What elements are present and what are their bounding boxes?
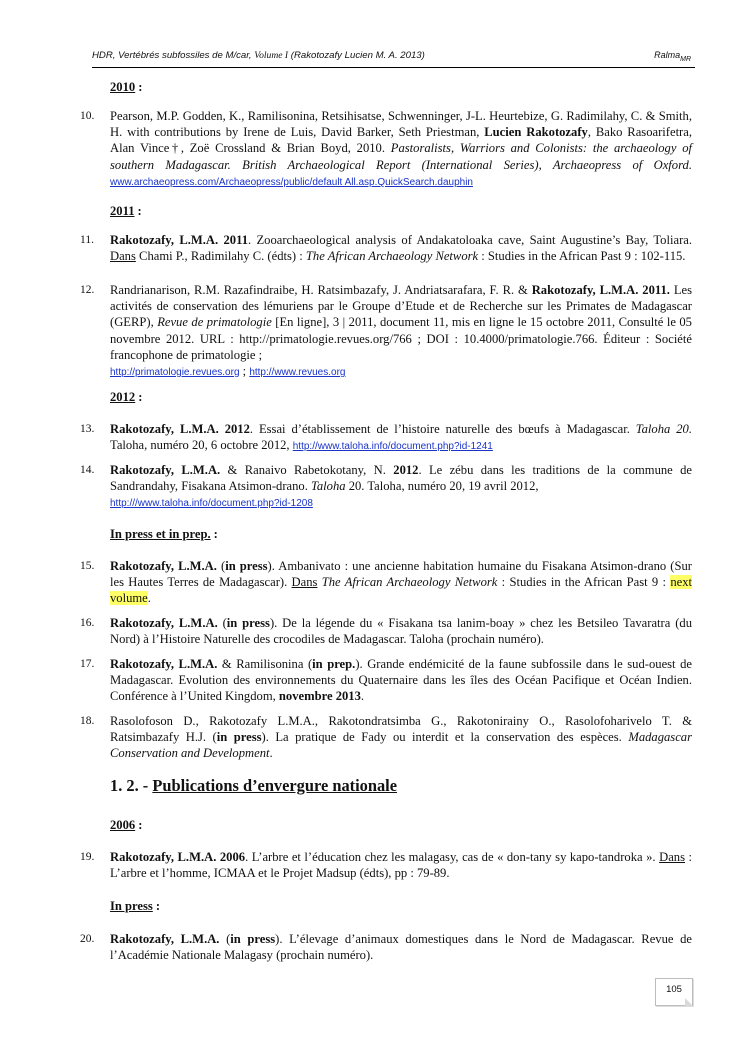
- entry-text: : Studies in the African Past 9 : 102-115.: [478, 249, 686, 264]
- entry-text: . L’arbre et l’éducation chez les malagasy, cas de « don-tany sy kapo-tandroka ».: [245, 850, 660, 864]
- page-header: [92, 47, 695, 68]
- entry-text: . Zooarchaeological analysis of Andakatoloaka cave, Saint Augustine’s Bay, Toliara.: [248, 233, 692, 247]
- entry-author-bold: Rakotozafy, L.M.A.: [110, 559, 217, 573]
- entry-author-bold: Rakotozafy, L.M.A. 2006: [110, 850, 246, 864]
- year-colon: :: [137, 204, 142, 218]
- reference-entry-20: [80, 931, 692, 963]
- entry-status-bold: in press: [216, 730, 262, 745]
- entry-number: 17.: [80, 658, 95, 670]
- year-label: 2006: [110, 818, 136, 832]
- entry-text: , Bako Rasoarifetra, Alan Vince†, Zoë Crossland & Brian Boyd, 2010.: [110, 125, 692, 156]
- entry-text: Taloha, numéro 20, 6 octobre 2012,: [110, 438, 293, 453]
- year-label: In press: [110, 899, 153, 913]
- entry-status-bold: in press: [230, 932, 276, 946]
- year-label: 2012: [110, 390, 136, 404]
- entry-title-italic: The African Archaeology Network: [321, 575, 498, 590]
- entry-text: ). Grande endémicité de la faune subfossile dans le sud-ouest de Madagascar. Evolution des environnements du Quaternaire dans les îles des Océan Pacifique et Océan Indien. Conférence à l’United Kingdom,: [110, 657, 692, 704]
- entry-text: ). De la légende du « Fisakana tsa lanim-boay » chez les Betsileo Tavaratra (du Nord) à l’Histoire Naturelle des crocodiles de Madagascar. Taloha (prochain numéro).: [110, 616, 692, 647]
- entry-status-bold: in press: [226, 616, 270, 630]
- entry-title-italic: Taloha 20.: [635, 422, 692, 436]
- reference-entry-12: [80, 282, 693, 381]
- section-number: 1. 2. -: [110, 776, 153, 795]
- entry-number: 13.: [80, 423, 95, 435]
- entry-date-bold: novembre 2013: [278, 689, 361, 704]
- entry-status-bold: in prep.: [312, 657, 356, 671]
- entry-link[interactable]: http://primatologie.revues.org: [110, 367, 240, 379]
- entry-text: Les activités de conservation des lémuriens par le Groupe d’Etude et de Recherche sur les Primates de Madagascar (GERP),: [110, 283, 693, 330]
- entry-link[interactable]: www.archaeopress.com/Archaeopress/public/default All.asp.QuickSearch.dauphin: [110, 176, 473, 188]
- entry-text: : Studies in the African Past 9 :: [497, 575, 671, 590]
- entry-year-bold: 2012: [393, 463, 419, 477]
- year-heading-2012: [110, 390, 142, 405]
- reference-entry-16: [80, 615, 692, 647]
- entry-text: Pearson, M.P. Godden, K., Ramilisonina, Retsihisatse, Schwenninger, J-L. Heurtebize, G. Radimilahy, C. & Smith, H. with contributions by Irene de Luis, David Barker, Seth Priestman,: [110, 109, 692, 140]
- highlighted-text: next volume: [110, 575, 692, 606]
- entry-number: 15.: [80, 560, 95, 572]
- entry-number: 12.: [80, 284, 95, 296]
- entry-author-bold: Rakotozafy, L.M.A.: [110, 932, 220, 946]
- entry-author-bold: Lucien Rakotozafy: [484, 125, 588, 140]
- header-left: [92, 50, 425, 61]
- entry-text: [En ligne], 3 | 2011, document 11, mis en ligne le 15 octobre 2011, Consulté le 05 novembre 2012. URL : http://primatologie.revues.org/766 ; DOI : 10.4000/primatologie.766. Éditeur : Société francophone de primatologie ;: [110, 315, 692, 362]
- entry-title-italic: Revue de primatologie: [157, 315, 272, 330]
- reference-entry-10: [80, 108, 692, 191]
- page-number: [655, 978, 693, 1006]
- entry-dans: Dans: [110, 249, 136, 264]
- year-heading-2010: [110, 80, 142, 95]
- header-right-label: Ralma: [654, 50, 681, 60]
- header-author: (Rakotozafy Lucien M. A. 2013): [290, 50, 425, 61]
- reference-entry-14: [80, 462, 692, 513]
- entry-text: . Essai d’établissement de l’histoire naturelle des bœufs à Madagascar.: [249, 422, 636, 436]
- entry-text: ). Ambanivato : une ancienne habitation humaine du Fisakana Atsimon-drano (Sur les Hautes Terres de Madagascar).: [110, 559, 692, 590]
- entry-number: 19.: [80, 851, 95, 863]
- entry-author-bold: Rakotozafy, L.M.A. 2011: [110, 233, 248, 247]
- entry-number: 10.: [80, 110, 95, 122]
- reference-entry-11: [80, 232, 692, 264]
- entry-dans: Dans: [291, 575, 318, 590]
- year-label: 2010: [110, 80, 136, 94]
- entry-text: .: [147, 591, 151, 606]
- entry-text: : L’arbre et l’homme, ICMAA et le Projet Madsup (édts), pp : 79-89.: [110, 850, 692, 881]
- year-heading-in-press-2: [110, 899, 160, 914]
- entry-text: Chami P., Radimilahy C. (édts) :: [135, 249, 306, 264]
- entry-title-italic: The African Archaeology Network: [305, 249, 479, 264]
- section-title: Publications d’envergure nationale: [152, 776, 397, 795]
- entry-text: (: [217, 616, 227, 630]
- entry-text: .: [269, 746, 273, 761]
- entry-text: (: [216, 559, 226, 573]
- entry-text: & Ramilisonina (: [217, 657, 313, 671]
- header-volume: Volume I: [254, 50, 289, 61]
- reference-entry-15: [80, 558, 692, 607]
- entry-author-bold: Rakotozafy, L.M.A. 2011.: [531, 283, 670, 297]
- entry-text: . Le zébu dans les traditions de la commune de Sandrandahy, Fisakana Atsimon-drano.: [110, 463, 692, 494]
- entry-separator: ;: [239, 364, 250, 379]
- year-label: In press et in prep.: [110, 527, 211, 541]
- entry-text: Randrianarison, R.M. Razafindraibe, H. Ratsimbazafy, J. Andriatsarafara, F. R. &: [110, 283, 532, 297]
- year-heading-in-press: [110, 527, 218, 542]
- year-colon: :: [155, 899, 161, 913]
- entry-author-bold: Rakotozafy, L.M.A. 2012: [110, 422, 250, 436]
- page-fold-icon: [685, 998, 693, 1006]
- year-colon: :: [138, 390, 143, 404]
- year-label: 2011: [110, 204, 135, 218]
- entry-number: 11.: [80, 234, 94, 246]
- entry-number: 20.: [80, 933, 95, 945]
- entry-text: Rasolofoson D., Rakotozafy L.M.A., Rakotondratsimba G., Rakotonirainy O., Rasolofoharivelo T. & Ratsimbazafy H.J. (: [110, 714, 692, 745]
- entry-text: .: [360, 689, 365, 704]
- entry-title-italic: Madagascar Conservation and Development: [110, 730, 692, 761]
- entry-title-italic: Taloha: [311, 479, 346, 494]
- entry-link[interactable]: http://www.revues.org: [249, 367, 346, 379]
- reference-entry-13: [80, 421, 692, 455]
- header-title: HDR, Vertébrés subfossiles de M/car,: [92, 50, 252, 61]
- entry-status-bold: in press: [225, 559, 268, 573]
- year-colon: :: [138, 80, 143, 94]
- header-right: [654, 50, 691, 63]
- reference-entry-19: [80, 849, 692, 881]
- entry-text: (: [219, 932, 231, 946]
- year-heading-2006: [110, 818, 142, 833]
- entry-number: 14.: [80, 464, 95, 476]
- year-colon: :: [138, 818, 143, 832]
- entry-text: ). L’élevage d’animaux domestiques dans le Nord de Madagascar. Revue de l’Académie Nationale Malagasy (prochain numéro).: [110, 932, 692, 963]
- entry-author-bold: Rakotozafy, L.M.A.: [110, 657, 218, 671]
- entry-dans: Dans: [659, 850, 685, 864]
- entry-author-bold: Rakotozafy, L.M.A.: [110, 616, 218, 630]
- reference-entry-17: [80, 656, 692, 705]
- year-colon: :: [213, 527, 218, 541]
- entry-link[interactable]: http:///www.taloha.info/document.php?id-1208: [110, 498, 313, 510]
- entry-title-italic: Pastoralists, Warriors and Colonists: the archaeology of southern Madagascar. British Archaeological Report (International Series), Archaeopress of Oxford.: [110, 141, 692, 172]
- entry-text: & Ranaivo Rabetokotany, N.: [220, 463, 394, 477]
- header-right-sub: MR: [680, 55, 691, 63]
- page-number-label: 105: [666, 984, 682, 995]
- section-heading: [110, 776, 397, 796]
- entry-text: 20. Taloha, numéro 20, 19 avril 2012,: [345, 479, 539, 494]
- entry-number: 16.: [80, 617, 95, 629]
- entry-number: 18.: [80, 715, 95, 727]
- entry-author-bold: Rakotozafy, L.M.A.: [110, 463, 221, 477]
- entry-link[interactable]: http://www.taloha.info/document.php?id-1241: [292, 441, 493, 453]
- entry-text: ). La pratique de Fady ou interdit et la conservation des espèces.: [261, 730, 629, 745]
- year-heading-2011: [110, 204, 142, 219]
- reference-entry-18: [80, 713, 692, 762]
